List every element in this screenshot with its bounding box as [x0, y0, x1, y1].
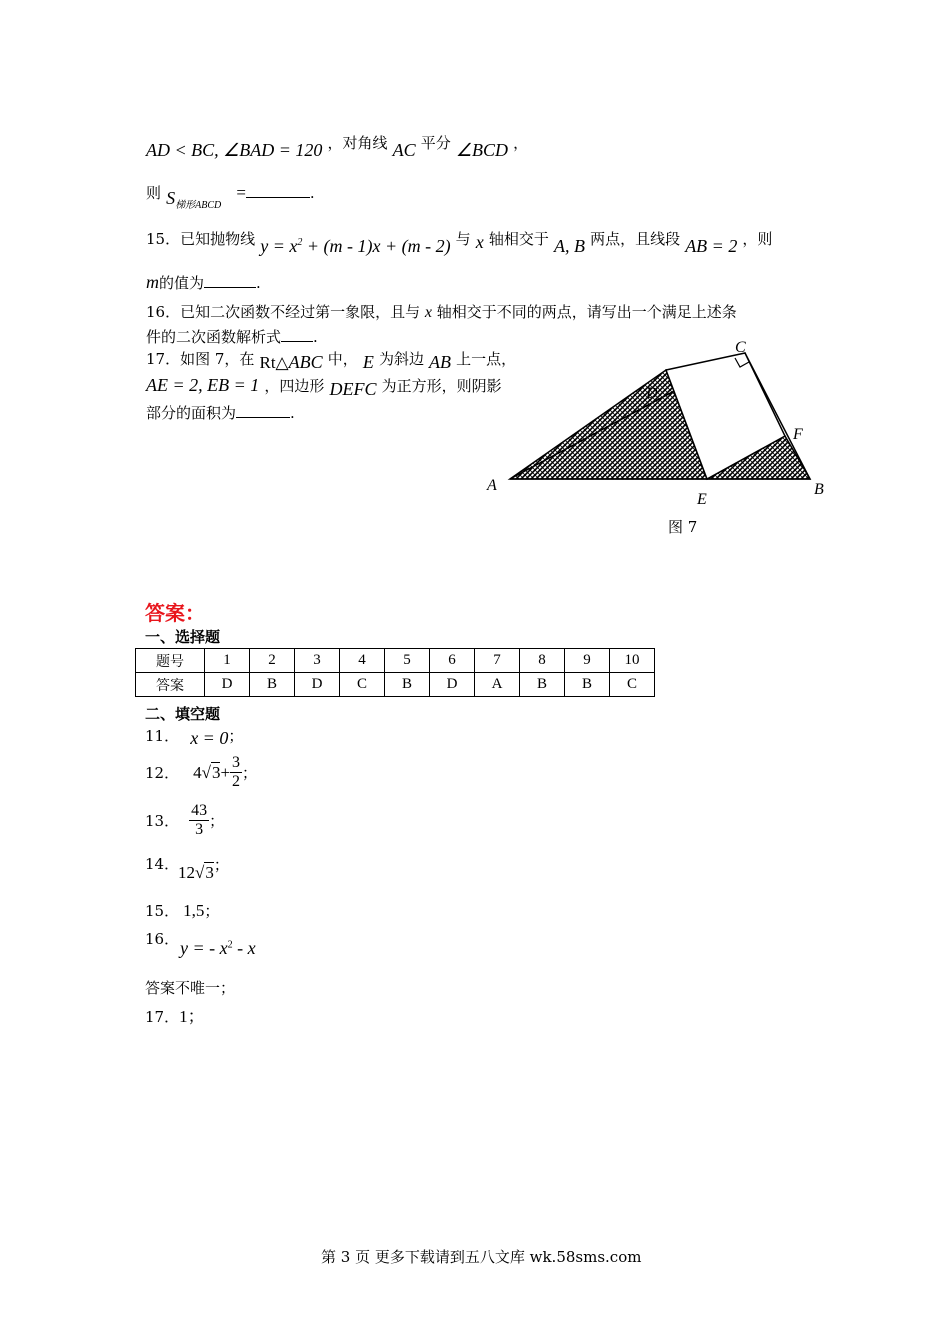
figure-caption: 图 7	[668, 518, 698, 536]
q17-text: 上一点，	[456, 350, 517, 368]
table-row-label: 题号	[136, 649, 205, 673]
answer-13-fraction: $\frac{43}{3}$	[191, 802, 208, 838]
q17-defc: DEFC	[329, 379, 377, 399]
q16-line1	[146, 301, 737, 322]
answer-12: 12． 4 √ 3 + $\frac{3}{2}$ ；	[145, 754, 258, 790]
q15-var-m: m	[146, 272, 159, 292]
table-cell: 3	[295, 649, 340, 673]
q15-number: 15．	[146, 230, 181, 248]
q17-text: 如图 7，在	[180, 350, 255, 368]
q16-text: 轴相交于不同的两点，请写出一个满足上述条	[436, 303, 737, 321]
q14-end: .	[309, 184, 315, 202]
q15-points: A, B	[553, 236, 585, 256]
q14-math-ac: AC	[392, 140, 416, 160]
figure-7-triangle	[470, 330, 850, 540]
table-cell: C	[610, 673, 655, 697]
answer-table	[135, 648, 655, 697]
table-cell: B	[250, 673, 295, 697]
q16-text: 已知二次函数不经过第一象限，且与	[180, 303, 421, 321]
q17-line2	[146, 375, 502, 399]
answers-heading: 答案：	[145, 601, 205, 625]
q17-number: 17．	[146, 350, 181, 368]
q17-ae-eb: AE = 2, EB = 1	[146, 375, 260, 395]
table-cell: 2	[250, 649, 295, 673]
q17-end: .	[290, 404, 295, 422]
q15-text: 两点，且线段	[590, 230, 681, 248]
q17-abc: ABC	[288, 352, 323, 372]
q17-text: 为斜边	[378, 350, 424, 368]
q14-text: 平分	[420, 134, 451, 152]
table-cell: C	[340, 673, 385, 697]
q16-number: 16．	[146, 303, 181, 321]
q15-line2	[146, 272, 261, 293]
table-cell: 4	[340, 649, 385, 673]
table-cell: D	[295, 673, 340, 697]
q14-text: ，对角线	[327, 134, 388, 152]
q16-line2	[146, 326, 318, 347]
q15-text: 的值为	[159, 274, 205, 292]
table-cell: 9	[565, 649, 610, 673]
q15-line1	[146, 228, 773, 256]
q17-ab: AB	[429, 352, 452, 372]
answer-12-fraction: $\frac{3}{2}$	[232, 754, 241, 790]
table-row	[136, 649, 655, 673]
label-c: C	[735, 339, 746, 356]
q14-equals: =	[236, 183, 246, 202]
q17-text: ，四边形	[264, 377, 325, 395]
q14-text: ，	[513, 134, 529, 152]
table-row-label: 答案	[136, 673, 205, 697]
q15-text: ，则	[742, 230, 773, 248]
table-cell: 8	[520, 649, 565, 673]
answer-16: 16．	[145, 930, 180, 948]
answer-15: 15． 1,5；	[145, 901, 220, 920]
q17-answer-blank	[236, 403, 290, 418]
q14-then: 则	[146, 184, 162, 202]
q16-answer-blank	[281, 327, 313, 342]
answer-16-note: 答案不唯一；	[145, 979, 236, 997]
table-cell: B	[565, 673, 610, 697]
q17-rt: Rt△	[259, 353, 289, 372]
table-row	[136, 673, 655, 697]
q15-var-x: x	[475, 232, 484, 252]
q14-math-bcd: ∠BCD	[455, 140, 508, 160]
answer-13: 13． $\frac{43}{3}$ ；	[145, 802, 225, 838]
q15-text: 与	[455, 230, 471, 248]
table-cell: D	[205, 673, 250, 697]
table-cell: D	[430, 673, 475, 697]
label-a: A	[487, 477, 497, 494]
q14-math-ad-bc: AD < BC, ∠BAD = 120	[146, 140, 323, 160]
table-cell: 5	[385, 649, 430, 673]
answer-14: 14．	[145, 855, 180, 873]
q17-text: 中，	[327, 350, 358, 368]
q15-text: 已知抛物线	[180, 230, 256, 248]
q14-area-symbol: S	[166, 188, 176, 208]
q17-line3	[146, 402, 295, 423]
q15-equation: $y = x^2 + (m - 1)x + (m - 2)$	[260, 236, 451, 256]
label-d: D	[646, 385, 658, 402]
q15-segment: AB = 2	[685, 236, 738, 256]
q17-text: 部分的面积为	[146, 404, 237, 422]
answer-17-value: 1；	[179, 1007, 205, 1026]
q14-area-line	[146, 182, 315, 211]
q15-text: 轴相交于	[488, 230, 549, 248]
table-cell: 6	[430, 649, 475, 673]
table-cell: A	[475, 673, 520, 697]
answer-17: 17．1；	[145, 1007, 205, 1026]
answer-14-radicand: 3	[205, 863, 214, 882]
q15-answer-blank	[204, 273, 256, 288]
answer-16-value: y = - $x^2$ - x	[180, 938, 256, 958]
page-footer: 第 3 页 更多下载请到五八文库 wk.58sms.com	[321, 1248, 642, 1266]
answer-12-radicand: 3	[211, 763, 221, 782]
section-fill-heading: 二、填空题	[145, 705, 221, 723]
q16-text: 件的二次函数解析式	[146, 328, 282, 346]
answer-11: 11． x = 0；	[145, 727, 244, 748]
q14-answer-blank	[246, 183, 310, 198]
table-cell: B	[520, 673, 565, 697]
table-cell: 7	[475, 649, 520, 673]
q17-e: E	[362, 352, 374, 372]
answer-15-value: 1,5	[183, 901, 205, 920]
label-b: B	[814, 481, 824, 498]
table-cell: 1	[205, 649, 250, 673]
q14-area-subscript: 梯形ABCD	[175, 200, 222, 211]
label-e: E	[697, 491, 707, 508]
q17-line1	[146, 348, 517, 372]
label-f: F	[793, 426, 803, 443]
q17-text: 为正方形，则阴影	[381, 377, 502, 395]
q14-condition-line	[146, 132, 529, 160]
q16-end: .	[313, 328, 318, 346]
table-cell: B	[385, 673, 430, 697]
answer-11-value: x = 0	[190, 728, 229, 748]
section-choice-heading: 一、选择题	[145, 628, 221, 646]
answer-14-value: 12√3；	[178, 856, 229, 882]
table-cell: 10	[610, 649, 655, 673]
q16-var-x: x	[424, 304, 432, 321]
q15-end: .	[256, 274, 261, 292]
